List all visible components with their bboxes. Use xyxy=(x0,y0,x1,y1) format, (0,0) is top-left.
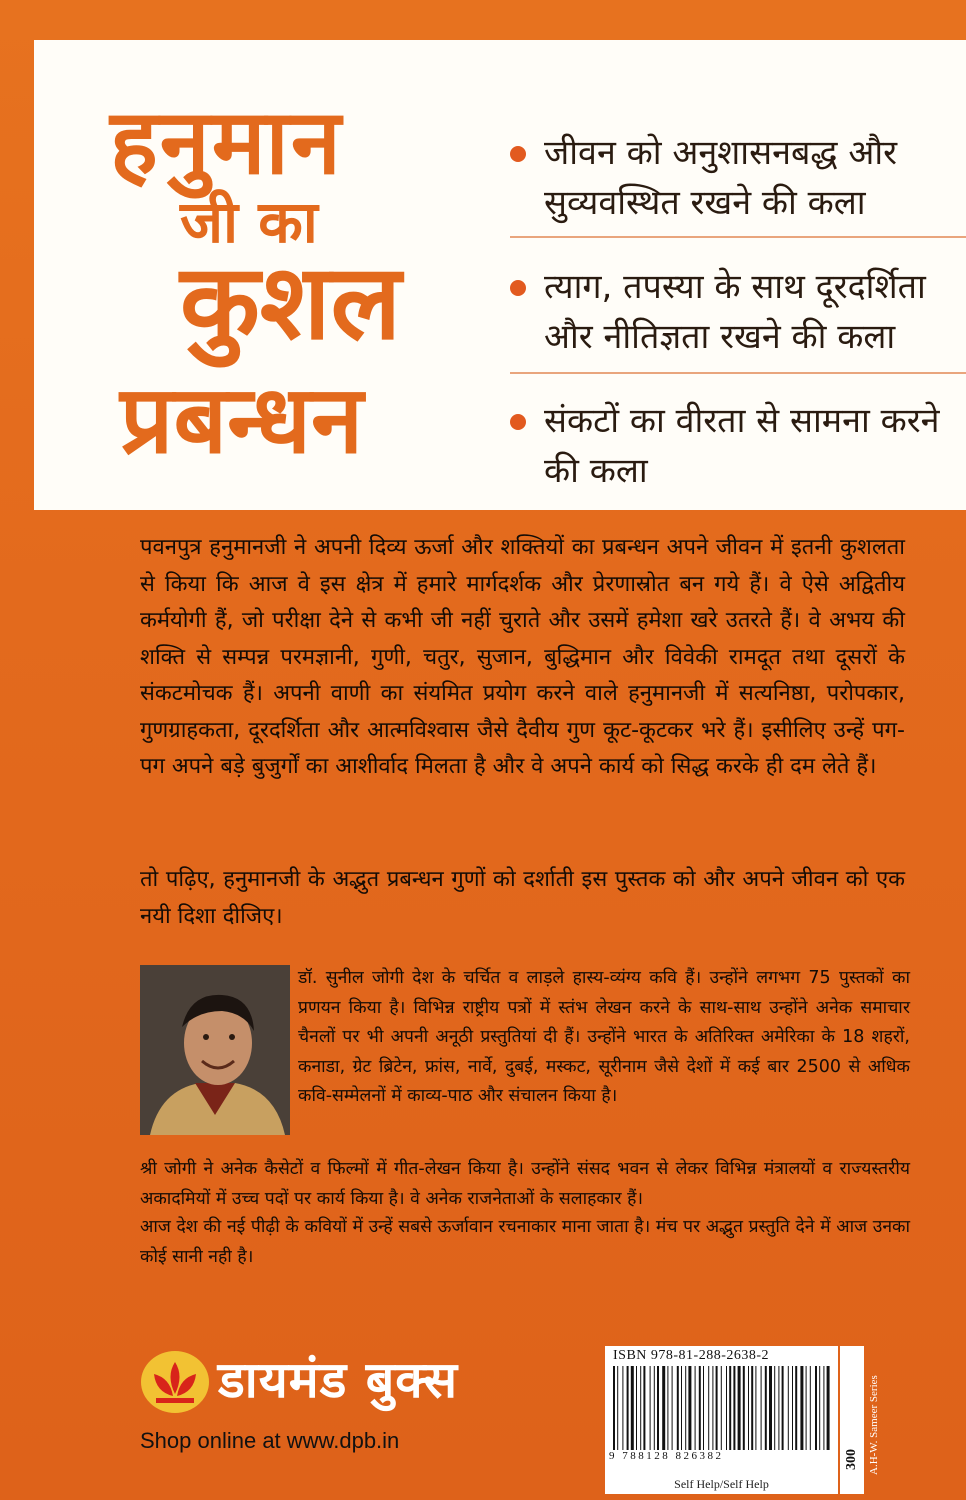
barcode-bar xyxy=(795,1366,797,1450)
title-line-3: कुशल xyxy=(180,241,402,363)
barcode-bar xyxy=(765,1366,767,1450)
lotus-logo-icon xyxy=(140,1350,210,1414)
category-label: Self Help/Self Help xyxy=(605,1474,838,1494)
barcode-bar xyxy=(743,1366,745,1450)
barcode-bar xyxy=(708,1366,709,1450)
barcode-bar xyxy=(657,1366,659,1450)
barcode-bar xyxy=(769,1366,772,1450)
author-portrait-icon xyxy=(140,965,290,1135)
barcode-bar xyxy=(792,1366,793,1450)
barcode-bars-icon xyxy=(613,1366,831,1450)
barcode-bar xyxy=(703,1366,704,1450)
barcode-bar xyxy=(800,1366,803,1450)
barcode-bar xyxy=(617,1366,618,1450)
series-label: A.H-W. Sameer Series xyxy=(868,1375,880,1475)
bullet-icon xyxy=(510,280,526,296)
highlight-text: त्याग, तपस्या के साथ दूरदर्शिता और नीतिज्ञता रखने की कला xyxy=(544,267,926,357)
barcode-bar xyxy=(778,1366,779,1450)
divider xyxy=(510,236,966,238)
barcode-bar xyxy=(788,1366,789,1450)
title-line-2: जी का xyxy=(180,188,318,256)
barcode-bar xyxy=(622,1366,623,1450)
title-line-1: हनुमान xyxy=(110,90,343,195)
barcode-bar xyxy=(712,1366,713,1450)
barcode-bar xyxy=(729,1366,731,1450)
barcode-block xyxy=(605,1346,838,1474)
barcode-bar xyxy=(774,1366,775,1450)
barcode-bar xyxy=(672,1366,673,1450)
author-photo xyxy=(140,965,290,1135)
barcode-bar xyxy=(677,1366,679,1450)
barcode-bar xyxy=(688,1366,691,1450)
barcode-bar xyxy=(823,1366,824,1450)
barcode-bar xyxy=(631,1366,634,1450)
barcode-bar xyxy=(751,1366,753,1450)
barcode-bar xyxy=(819,1366,820,1450)
barcode-digits: 9 788128 826382 xyxy=(609,1450,724,1462)
bullet-icon xyxy=(510,146,526,162)
barcode-bar xyxy=(685,1366,686,1450)
barcode-bar xyxy=(726,1366,727,1450)
barcode-bar xyxy=(667,1366,668,1450)
highlight-item xyxy=(510,128,950,228)
bullet-icon xyxy=(510,414,526,430)
barcode-bar xyxy=(716,1366,718,1450)
barcode-bar xyxy=(613,1366,615,1450)
barcode-bar xyxy=(806,1366,807,1450)
barcode-bar xyxy=(810,1366,811,1450)
description-paragraph: पवनपुत्र हनुमानजी ने अपनी दिव्य ऊर्जा और शक्तियों का प्रबन्धन अपने जीवन में इतनी कुशलता से किया कि आज वे इस क्षेत्र में हमारे मार्गदर्शक और प्रेरणास्रोत बन गये हैं। वे ऐसे अद्वितीय कर्मयोगी हैं, जो परीक्षा देने से कभी जी नहीं चुराते और उसमें हमेशा खरे उतरते हैं। वे अभय की शक्ति से सम्पन्न परमज्ञानी, गुणी, चतुर, सुजान, बुद्धिमान और विवेकी रामदूत तथा दूसरों के संकटमोचक हैं। अपनी वाणी का संयमित प्रयोग करने वाले हनुमानजी में सत्यनिष्ठा, परोपकार, गुणग्राहकता, दूरदर्शिता और आत्मविश्वास जैसे दैवीय गुण कूट-कूटकर भरे हैं। इसीलिए उन्हें पग-पग अपने बड़े बुजुर्गों का आशीर्वाद मिलता है और वे अपने कार्य को सिद्ध करके ही दम लेते हैं। xyxy=(140,535,905,779)
barcode-bar xyxy=(636,1366,637,1450)
barcode-bar xyxy=(640,1366,641,1450)
divider xyxy=(510,372,966,374)
publisher-brand: डायमंड बुक्स xyxy=(218,1351,459,1409)
highlight-item xyxy=(510,262,950,362)
isbn-text: ISBN 978-81-288-2638-2 xyxy=(613,1348,770,1363)
barcode-bar xyxy=(699,1366,701,1450)
barcode-bar xyxy=(755,1366,756,1450)
shop-online-text: Shop online at www.dpb.in xyxy=(140,1428,400,1453)
price-strip xyxy=(840,1346,864,1494)
barcode-bar xyxy=(650,1366,651,1450)
barcode-bar xyxy=(721,1366,722,1450)
barcode-bar xyxy=(654,1366,655,1450)
barcode-bar xyxy=(695,1366,696,1450)
barcode-bar xyxy=(662,1366,665,1450)
title-line-4: प्रबन्धन xyxy=(120,366,364,475)
barcode-bar xyxy=(761,1366,762,1450)
barcode-bar xyxy=(748,1366,749,1450)
author-bio: डॉ. सुनील जोगी देश के चर्चित व लाड़ले हास्य-व्यंग्य कवि हैं। उन्होंने लगभग 75 पुस्तकों का प्रणयन किया है। विभिन्न राष्ट्रीय पत्रों में स्तंभ लेखन करने के साथ-साथ उन्होंने अनेक समाचार चैनलों पर भी अपनी अनूठी प्रस्तुतियां दी हैं। उन्होंने भारत के अतिरिक्त अमेरिका के 18 शहरों, कनाडा, ग्रेट ब्रिटेन, फ्रांस, नार्वे, दुबई, मस्कट, सूरीनाम जैसे देशों में कई बार 2500 से अधिक कवि-सम्मेलनों में काव्य-पाठ और संचालन किया है। xyxy=(298,968,910,1106)
highlight-text: संकटों का वीरता से सामना करने की कला xyxy=(544,401,940,491)
price-label: 300 xyxy=(844,1449,859,1470)
author-bio: श्री जोगी ने अनेक कैसेटों व फिल्मों में गीत-लेखन किया है। उन्होंने संसद भवन से लेकर विभिन्न मंत्रालयों व राज्यस्तरीय अकादमियों में उच्च पदों पर कार्य किया है। वे अनेक राजनेताओं के सलाहकार हैं। xyxy=(140,1159,910,1209)
description-paragraph: तो पढ़िए, हनुमानजी के अद्भुत प्रबन्धन गुणों को दर्शाती इस पुस्तक को और अपने जीवन को एक नयी दिशा दीजिए। xyxy=(140,867,905,929)
barcode-bar xyxy=(738,1366,741,1450)
barcode-bar xyxy=(815,1366,817,1450)
highlight-text: जीवन को अनुशासनबद्ध और सुव्यवस्थित रखने की कला xyxy=(544,133,898,223)
barcode-bar xyxy=(627,1366,629,1450)
barcode-bar xyxy=(827,1366,830,1450)
barcode-bar xyxy=(643,1366,645,1450)
barcode-bar xyxy=(782,1366,784,1450)
barcode-bar xyxy=(681,1366,682,1450)
author-bio: आज देश की नई पीढ़ी के कवियों में उन्हें सबसे ऊर्जावान रचनाकार माना जाता है। मंच पर अद्भुत प्रस्तुति देने में आज उनका कोई सानी नही है। xyxy=(140,1217,910,1267)
highlight-item xyxy=(510,396,950,496)
barcode-bar xyxy=(733,1366,735,1450)
